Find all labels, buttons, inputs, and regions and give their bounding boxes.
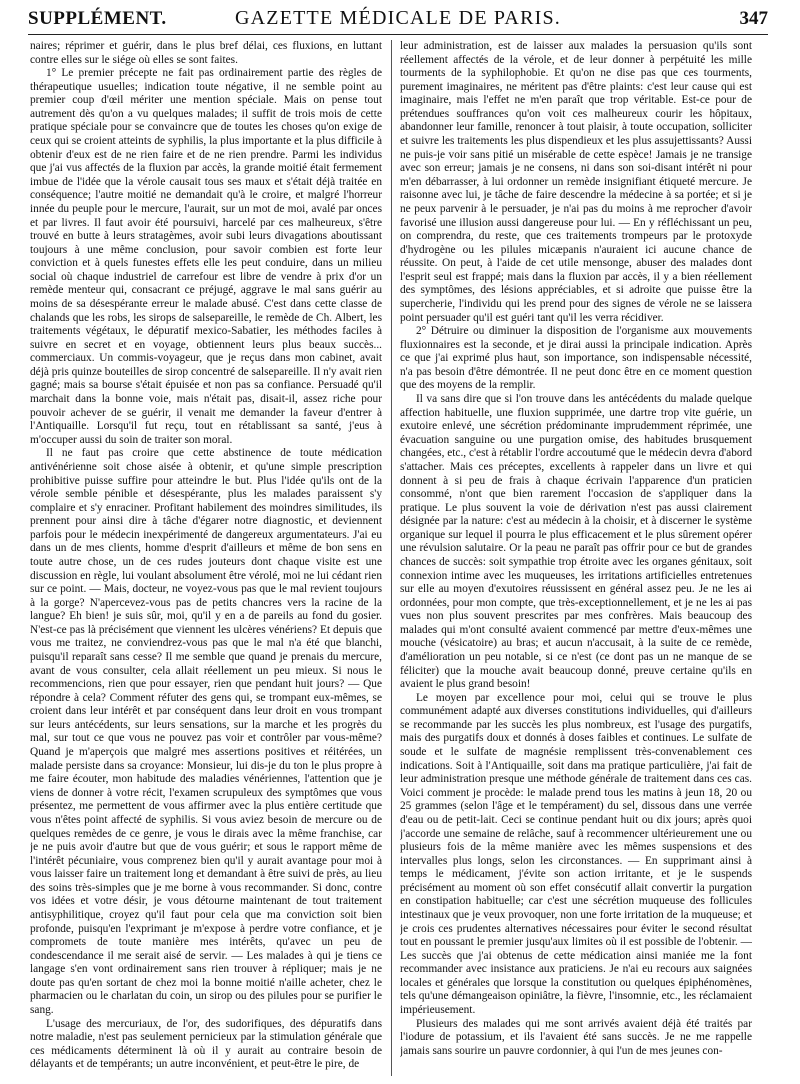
paragraph: L'usage des mercuriaux, de l'or, des sudorifiques, des dépuratifs dans notre maladie, n'est pas seulement pernicieux par la stimulation générale que ces médicaments déterminent là où il y aurait au contraire besoin de délayants et de tempérants; un autre inconvénient, et peut-être le pire, de [30, 1017, 382, 1071]
paragraph: 2° Détruire ou diminuer la disposition de l'organisme aux mouvements fluxionnaires est la seconde, et je dirai aussi la principale indication. Après ce que j'ai exprimé plus haut, son importance, son indispensable nécessité, n'a pas besoin d'être démontrée. Il ne peut donc être en ce moment question que des moyens de la remplir. [400, 325, 752, 392]
right-column [400, 40, 752, 1076]
page-number: 347 [739, 8, 768, 29]
paragraph: Il ne faut pas croire que cette abstinence de toute médication antivénérienne soit chose aisée à obtenir, et qu'une simple prescription prohibitive puisse suffire pour atteindre le but. Plus l'idée qu'ils ont de la vérole semble pénible et désespérante, plus les malades paraissent s'y complaire et s'y enraciner. Profitant habilement des moindres similitudes, ils prennent pour ainsi dire à tâche d'égarer notre diagnostic, et deviennent parfois pour le médecin inexpérimenté de dangereux argumentateurs. J'ai eu dans un de mes clients, homme d'esprit d'ailleurs et même de bon sens en toute autre chose, un de ces rudes jouteurs dont chaque visite est une discussion en règle, lui voulant absolument être vérolé, moi ne lui cédant rien sur ce point. — Mais, docteur, ne voyez-vous pas que le mal revient toujours à la gorge? N'apercevez-vous pas de petits chancres vers la racine de la langue? Eh bien! je suis sûr, moi, qu'il y en a de pareils au fond du gosier. N'est-ce pas là précisément que viennent les ulcères vénériens? Et depuis que vous me traitez, ne conviendrez-vous pas que le mal n'a été que blanchi, puisqu'il reparaît sans cesse? Il me semble que quand je prenais du mercure, avant de vous consulter, cela allait réellement un peu mieux. Si nous le recommencions, rien que pour essayer, rien que pendant huit jours? — Que répondre à cela? Comment réfuter des gens qui, se trompant eux-mêmes, se croient dans leur intérêt et par conséquent dans leur droit en vous trompant sur leurs antécédents, sur leurs sensations, sur la marche et les progrès du mal, sur tout ce que vous ne pouvez pas voir et contrôler par vous-même? Quand je m'aperçois que malgré mes assertions positives et réitérées, un malade persiste dans sa croyance: Monsieur, lui dis-je du ton le plus propre à me faire écouter, mon habitude des maladies vénériennes, l'attention que je viens de donner à votre récit, l'examen scrupuleux des symptômes que vous présentez, me permettent de vous affirmer avec la plus entière certitude que vous n'êtes point affecté de syphilis. Si vous aviez besoin de mercure ou de quelques remèdes de ce genre, je vous le dirais avec la même franchise, car je ne puis avoir d'autre but que de vous guérir; et sous le rapport même de l'intérêt pécuniaire, vous comprenez bien qu'il y aurait avantage pour moi à vous laisser faire un traitement long et demandant à être suivi de près, au lieu des soins très-simples que je me borne à vous recommander. Si donc, contre vos idées et votre désir, je vous détourne maintenant de tout traitement antisyphilitique, croyez qu'il faut pour cela que ma conviction soit bien profonde, puisqu'en l'exprimant je m'expose à perdre votre confiance, et je compromets de toute manière mes intérêts, qu'avec un peu de condescendance il me serait aisé de servir. — Les malades à qui je tiens ce langage s'en vont ordinairement sans rien trouver à répliquer; mais je ne doute pas qu'en sortant de chez moi la bonne moitié n'aille acheter, chez le pharmacien ou le charlatan du coin, un sirop ou des pilules pour se purifier le sang. [30, 447, 382, 1017]
publication-title: GAZETTE MÉDICALE DE PARIS. [234, 7, 561, 29]
section-label: SUPPLÉMENT. [28, 8, 167, 29]
column-divider [391, 40, 392, 1076]
paragraph: leur administration, est de laisser aux malades la persuasion qu'ils sont réellement affectés de la vérole, et de leur donner à perpétuité les mille tourments de la syphilophobie. Et qu'on ne dise pas que ces tourments, purement imaginaires, ne méritent pas d'être plaints: c'est leur cause qui est imaginaire, mais l'effet ne m'en paraît que trop véritable. Est-ce pour de prétendues souffrances qu'on voit ces malheureux courir les hôpitaux, abandonner leur famille, renoncer à tout plaisir, à toute occupation, solliciter et suivre les traitements les plus dispendieux et les plus assujettissants? Aussi ne puis-je voir sans pitié un misérable de cette espèce! Jamais je ne transige avec son erreur; jamais je ne consens, ni dans son soi-disant intérêt ni pour m'en débarrasser, à lui ordonner un remède insignifiant étiqueté mercure. Je raisonne avec lui, je tâche de faire descendre la médecine à sa portée; et si je ne peux parvenir à le persuader, je n'ai pas du moins à me reprocher d'avoir favorisé une illusion aussi dangereuse pour lui. — En y réfléchissant un peu, on comprendra, du reste, que ces traitements trompeurs par le protoxyde d'hydrogène ou les pilules micæpanis n'auraient ici aucune chance de réussite. On peut, à l'aide de cet utile mensonge, abuser des malades dont l'esprit seul est frappé; mais dans la fluxion par accès, il y a bien réellement des symptômes, des lésions appréciables, et si adroite que puisse être la supercherie, l'individu qui les prend pour des signes de vérole ne se laissera point persuader qu'il est guéri tant qu'il les verra récidiver. [400, 40, 752, 324]
paragraph: Il va sans dire que si l'on trouve dans les antécédents du malade quelque affection habituelle, une fluxion supprimée, une dartre trop vite guérie, un exutoire enlevé, une sécrétion prédominante imprudemment réprimée, une évacuation sanguine ou une purgation omise, des habitudes brusquement changées, etc., c'est à rétablir l'ordre accoutumé que le médecin devra d'abord s'attacher. Mais ces préceptes, excellents à rappeler dans un livre et qui donnent à si peu de frais à chaque écrivain l'apparence d'un praticien consommé, n'ont que bien rarement l'occasion de s'appliquer dans la pratique. Le plus souvent la voie de dérivation n'est pas aussi clairement désignée par la nature: c'est au médecin à la choisir, et à discerner le système organique sur lequel il pourra le plus efficacement et le plus sûrement opérer une révulsion salutaire. Or la peau ne paraît pas offrir pour ce but de grandes chances de succès: soit sympathie trop étroite avec les organes génitaux, soit connexion intime avec les muqueuses, les irritations artificielles entretenues sur elle au moyen d'exutoires réussissent en général assez peu. Je ne les ai ordonnées, pour mon compte, que très-exceptionnellement, et je ne les ai pas vues non plus souvent prescrites par mes confrères. Mais beaucoup des malades qui m'ont consulté avaient commencé par mettre d'eux-mêmes une mouche (vésicatoire) au bras; et aucun n'accusait, à la suite de ce remède, d'amélioration un peu notable, si ce n'est (ce dont pas un ne manque de se féliciter) que la mouche avait beaucoup donné, preuve certaine qu'ils en avaient le plus grand besoin! [400, 393, 752, 691]
paragraph: 1° Le premier précepte ne fait pas ordinairement partie des règles de thérapeutique usuelles; indication toute négative, il ne semble point au premier coup d'œil mériter une mention spéciale. Mais on pense tout autrement dès qu'on a vu quelques malades; il suffit de trois mois de cette pratique spéciale pour se convaincre que de toutes les choses qu'on exige de ceux qui se croient atteints de syphilis, la plus importante et la plus difficile à obtenir d'eux est de ne rien faire et de ne rien prendre. Parmi les individus que j'ai vus affectés de la fluxion par accès, la grande moitié était fermement imbue de l'idée que la vérole causait tous ses maux et s'était déjà traitée en conséquence; l'autre moitié ne demandait qu'à le croire, et malgré l'horreur innée du peuple pour le mercure, l'aurait, sur un mot de moi, avalé par onces et par livres. Il faut avoir été poursuivi, harcelé par ces malheureux, s'être trouvé en butte à leurs stratagèmes, avoir subi leurs divagations aboutissant toujours à une même conclusion, pour savoir combien est forte leur conviction et à quels funestes effets elle les peut conduire, dans un milieu social où chaque industriel de carrefour est libre de vendre à prix d'or un remède menteur qui, consacrant ce préjugé, aggrave le mal sans guérir au moins de sa désespérante erreur le malade abusé. C'est dans cette classe de chalands que les robs, les sirops de salsepareille, le remède de Ch. Albert, les traitements végétaux, le dépuratif mexico-Sabatier, les méthodes faciles à suivre en secret et en voyage, obtiennent leurs plus beaux succès... commerciaux. Un commis-voyageur, que je reçus dans mon cabinet, avait déjà pris quinze bouteilles de sirop concentré de salsepareille. Il n'y avait rien gagné; mais sa bourse s'était épuisée et non pas sa confiance. Persuadé qu'il marchait dans la bonne voie, mais n'était pas, disait-il, assez riche pour pouvoir achever de se guérir, il venait me demander la faveur d'entrer à l'Antiquaille. Lorsqu'il fut reçu, tout en rétablissant sa santé, j'eus à m'occuper aussi du soin de traiter son moral. [30, 67, 382, 446]
header-rule [28, 34, 768, 35]
paragraph: naires; réprimer et guérir, dans le plus bref délai, ces fluxions, en luttant contre elles sur le siége où elles se sont faites. [30, 40, 382, 66]
paragraph: Le moyen par excellence pour moi, celui qui se trouve le plus communément adapté aux diverses constitutions individuelles, qui d'ailleurs se recommande par les succès les plus nombreux, est l'usage des purgatifs, mais des purgatifs doux et donnés à doses faibles et continues. Le sulfate de soude et le sulfate de magnésie remplissent très-convenablement ces indications. Soit à l'Antiquaille, soit dans ma pratique particulière, j'ai fait de leur administration presque une méthode générale de traitement dans ces cas. Voici comment je procède: le malade prend tous les matins à jeun 18, 20 ou 25 grammes (selon l'âge et le tempérament) du sel, dissous dans une verrée d'eau ou de petit-lait. Ceci se continue pendant huit ou dix jours; après quoi j'accorde une semaine de relâche, sauf à recommencer ultérieurement une ou plusieurs fois de la même manière avec les mêmes suspensions et des intervalles plus longs, selon les circonstances. — En supprimant ainsi à temps le médicament, j'évite son action irritante, et je le suspends précisément au moment où son effet consécutif allait convertir la purgation en constipation habituelle; car c'est une sécrétion muqueuse des follicules intestinaux que je veux provoquer, non une forte irritation de la muqueuse; et je crois ces prudentes alternatives nécessaires pour éviter le second résultat tout en poussant le premier jusqu'aux limites où il est possible de l'obtenir. — Les succès que j'ai obtenus de cette médication ainsi maniée me la font recommander avec insistance aux praticiens. Je n'ai eu recours aux saignées locales et générales que lorsque la constitution ou quelques épiphénomènes, tels qu'une démangeaison opiniâtre, la fièvre, l'insomnie, etc., les réclamaient impérieusement. [400, 691, 752, 1017]
left-column [30, 40, 382, 1076]
paragraph: Plusieurs des malades qui me sont arrivés avaient déjà été traités par l'iodure de potassium, et ils l'avaient été sans succès. Je ne me rappelle jamais sans sourire un pauvre cordonnier, à qui l'un de mes jeunes con- [400, 1017, 752, 1057]
